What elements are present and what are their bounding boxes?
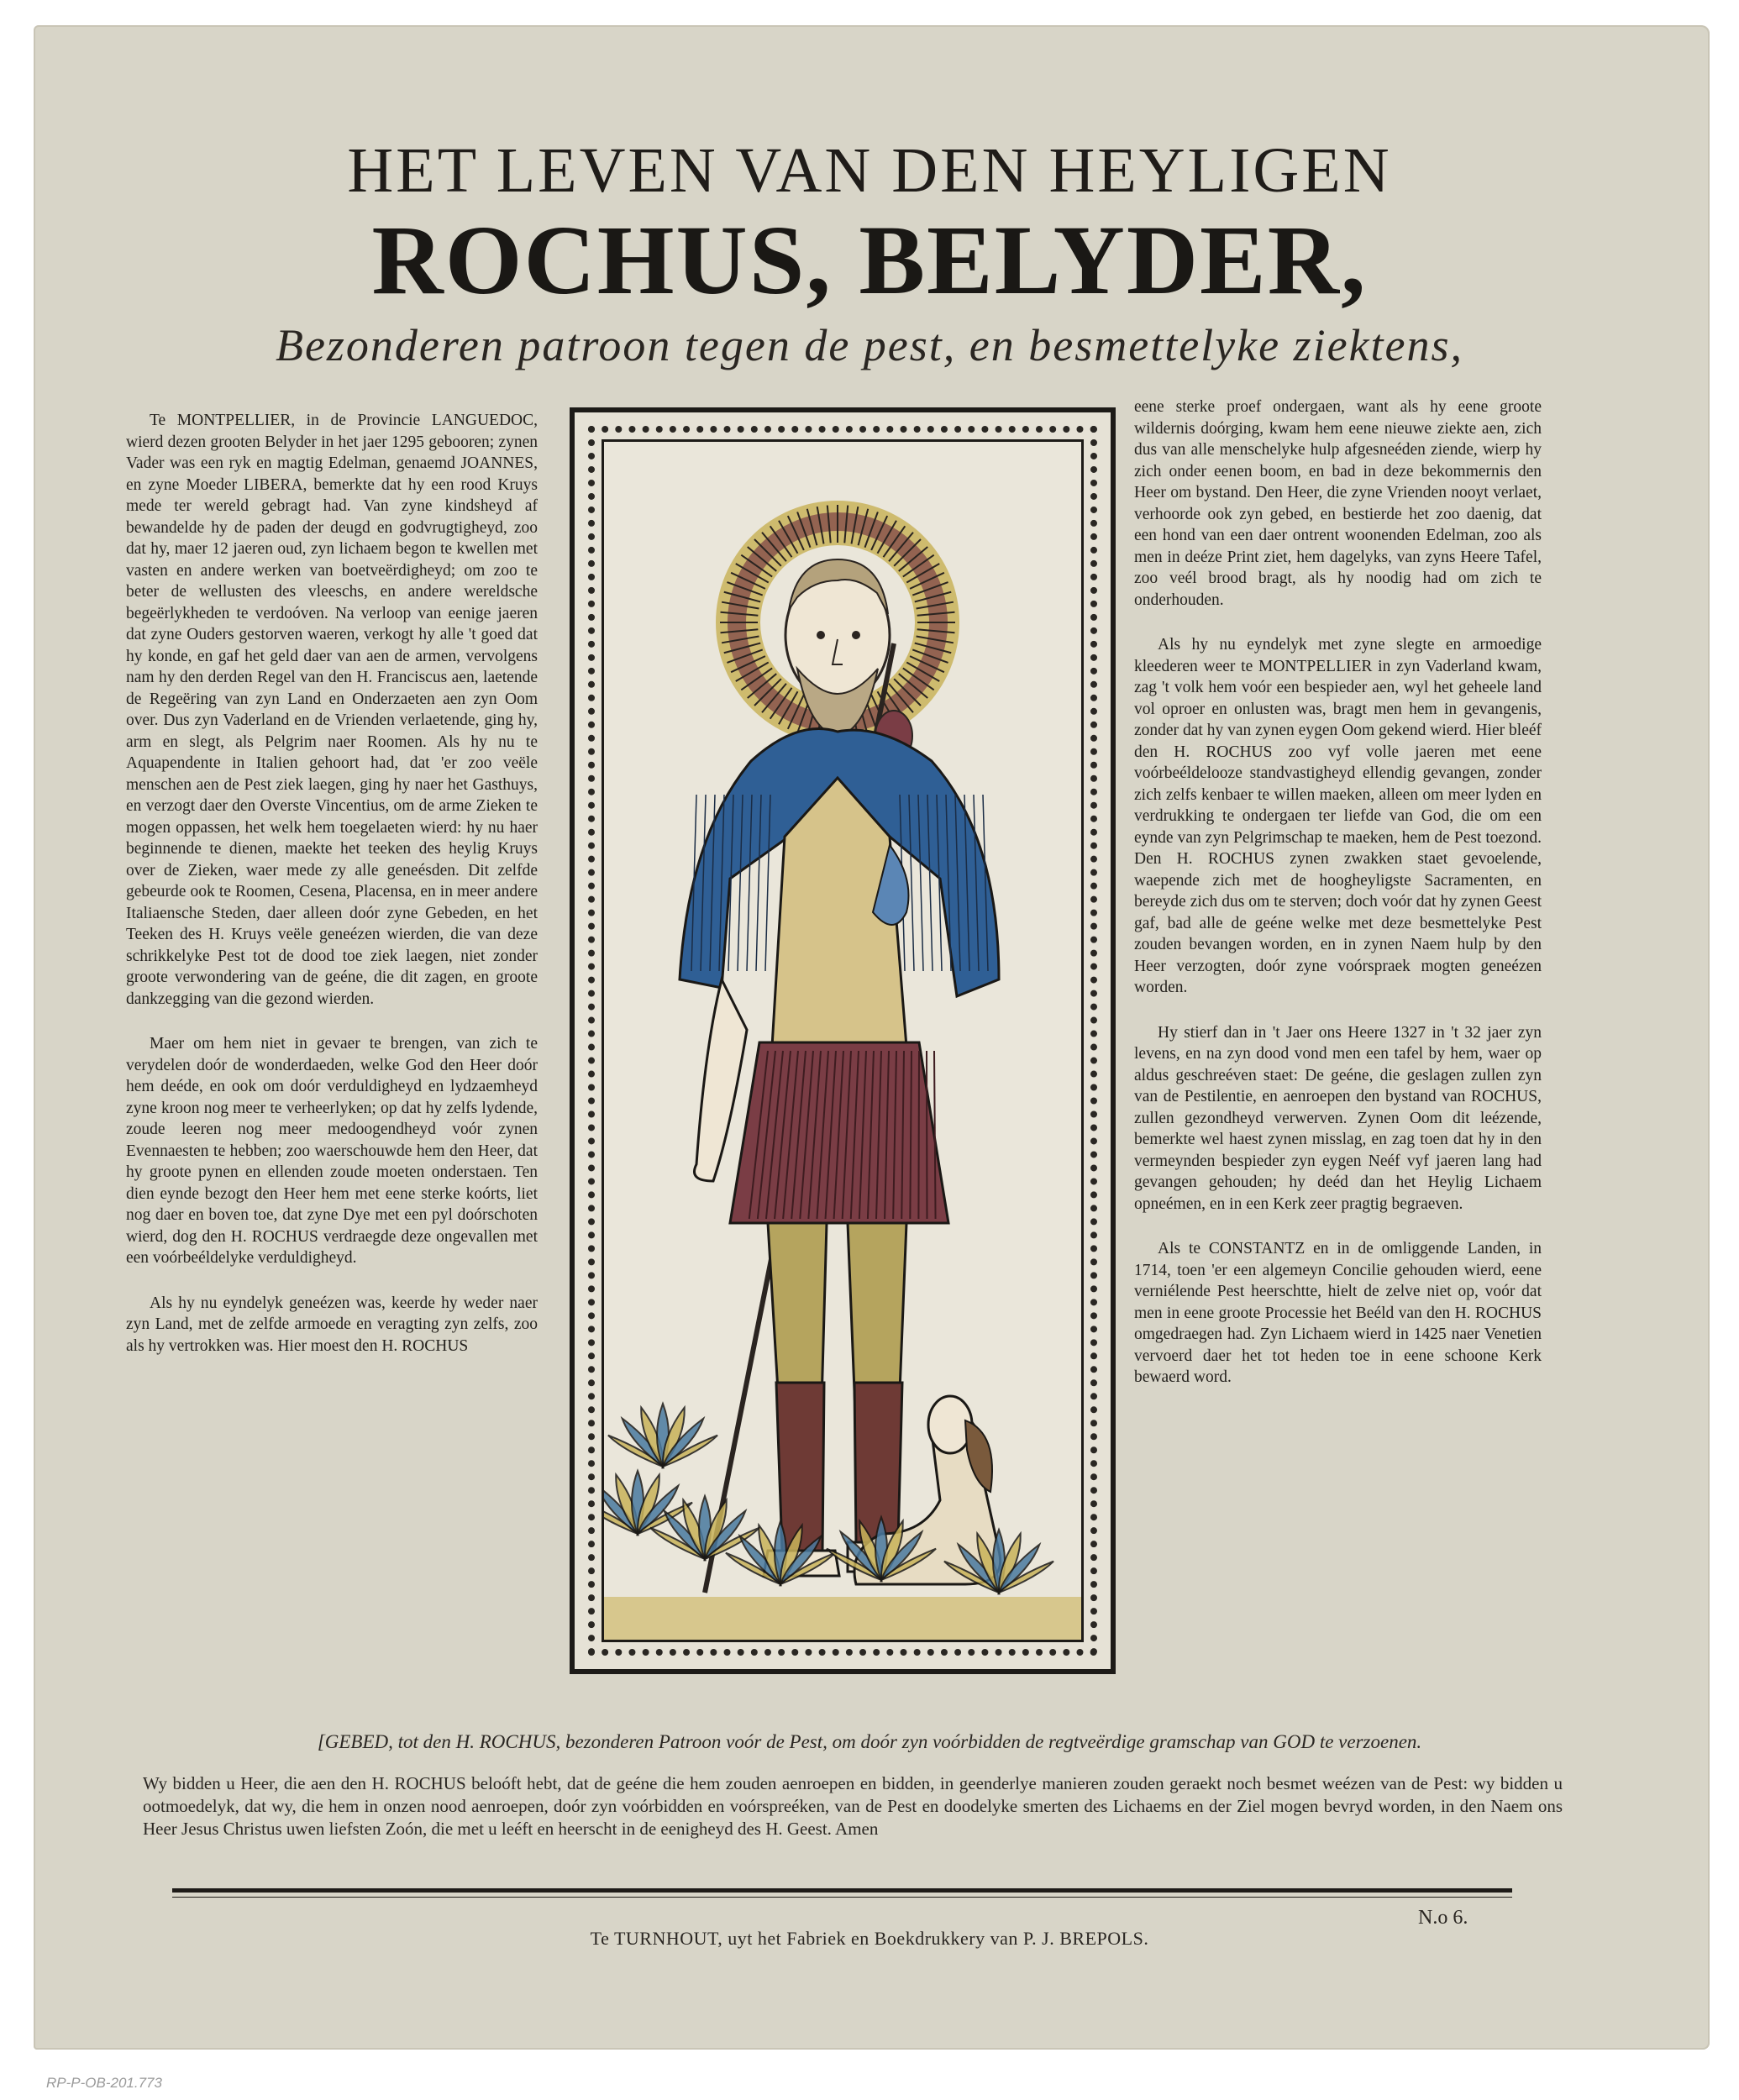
left-paragraph-2: Maer om hem niet in gevaer te brengen, van zich te verydelen doór de wonderdaeden, welke God den Heer doór hem deéde, en ook om doór verduldigheyd en lydzaemheyd zyne kroon nog meer te verheerlyken; op dat hy zelfs lydende, zoude leeren nog meer medoogendheyd voór zynen Evennaesten te hebben; zoo waerschouwde hem den Heer, dat hy groote pynen en ellenden zoude moeten onderstaen. Ten dien eynde bezogt den Heer hem met eene sterke koórts, liet nog daer en boven toe, dat zyne Dye met een pyl doórschoten wierd, dog den H. ROCHUS verdraegde deze ongevallen met een voórbeéldelyke verduldigheyd. — [126, 1035, 538, 1267]
sheet-number: N.o 6. — [1418, 1907, 1468, 1929]
accession-number: RP-P-OB-201.773 — [46, 2075, 162, 2091]
right-paragraph-2: Als hy nu eyndelyk met zyne slegte en armoedige kleederen weer te MONTPELLIER in zyn Vaderland kwam, zag 't volk hem voór een bespieder aen, wyl het geheele land vol oproer en onlusten was, bragt men hem in gevangenis, zonder dat hy van zynen eygen Oom gekend wierd. Hier bleéf den H. ROCHUS zoo vyf volle jaeren met eene voórbeéldelooze standvastigheyd ellendig gevangen, zonder zich zelfs kenbaer te willen maeken, alleen om meer lyden en verdrukking te ondergaen ter liefde van God, die om een eynde van zyn Pelgrimschap te maeken, hem de Pest toezond. Den H. ROCHUS zynen zwakken staet gevoelende, waepende zich met de hoogheyligste Sacramenten, en bereyde zich dus om te sterven; doch voór dat hy zynen Geest gaf, bad alle de geéne welke met deze besmettelyke Pest zouden bevangen worden, en in zynen Naem hulp by den Heer verzogten, doór zyne voórspraek mogten geneézen worden. — [1134, 636, 1542, 996]
prayer-title: [GEBED, tot den H. ROCHUS, bezonderen Patroon voór de Pest, om doór zyn voórbidden de regtveërdige gramschap van GOD te verzoenen. — [317, 1731, 1422, 1752]
illustration-frame — [570, 407, 1116, 1674]
printer-imprint: Te TURNHOUT, uyt het Fabriek en Boekdrukkery van P. J. BREPOLS. — [590, 1928, 1149, 1949]
title-line-2: ROCHUS, BELYDER, — [371, 205, 1368, 315]
saint-rochus-woodcut-icon — [604, 442, 1083, 1641]
left-arm-icon — [695, 979, 748, 1181]
left-text-column — [126, 410, 538, 1380]
subtitle: Bezonderen patroon tegen de pest, en besmettelyke ziektens, — [275, 320, 1464, 370]
left-paragraph-1: Te MONTPELLIER, in de Provincie LANGUEDOC, wierd dezen grooten Belyder in het jaer 1295 gebooren; zynen Vader was een ryk en magtig Edelman, genaemd JOANNES, en zyne Moeder LIBERA, bemerkte dat hy een rood Kruys mede ter wereld gebragt had. Van zyne kindsheyd af bewandelde hy de paden der deugd en godvrugtigheyd, zoo dat hy, maer 12 jaeren oud, zyn lichaem begon te kwellen met vasten en andere werken van boetveërdigheyd; om zoo te beter de wellusten des vleeschs, en andere wereldsche begeërlykheden te verdoóven. Na verloop van eenige jaeren dat zyne Ouders gestorven waeren, verkogt hy alle 't goed dat hy konde, en gaf het geld daer van aen de armen, vervolgens nam hy den derden Regel van den H. Franciscus aen, laetende de Regeëring van zyn Land en Onderzaeten aen zyn Oom over. Dus zyn Vaderland en de Vrienden verlaetende, ging hy, arm en slegt, als Pelgrim naer Roomen. Als hy nu te Aquapendente in Italien gehoort had, dat 'er zoo veële menschen aen de Pest ziek laegen, ging hy naer het Gasthuys, en verzogt daer den Overste Vincentius, om de arme Zieken te mogen oppassen, het welk hem toegelaeten wierd: hy nu haer beginnende te dienen, maekte het teeken des heylig Kruys over de Zieken, waer mede zy alle geneésden. Dit zelfde gebeurde ook te Roomen, Cesena, Placensa, en in meer andere Italiaensche Steden, daer alleen doór zyne Gebeden, en het Teeken des H. Kruys veële geneézen wierden, die van deze schrikkelyke Pest tot de dood toe ziek laegen, niet zonder groote verwondering van de geéne, die dit zagen, en groote dankzegging van die gezond wierden. — [126, 412, 538, 1008]
left-paragraph-3: Als hy nu eyndelyk geneézen was, keerde hy weder naer zyn Land, met de zelfde armoede en veragting zyn zelfs, zoo als hy vertrokken was. Hier moest den H. ROCHUS — [126, 1294, 538, 1355]
right-boot-icon — [854, 1383, 902, 1542]
illustration-panel — [602, 439, 1084, 1642]
right-text-column — [1134, 396, 1542, 1412]
prayer-body: Wy bidden u Heer, die aen den H. ROCHUS beloóft hebt, dat de geéne die hem zouden aenroepen en bidden, in geenderlye manieren zouden geraekt noch besmet weézen van de Pest: wy bidden u ootmoedelyk, dat wy, die hem in onzen nood aenroepen, doór zyn voórbidden en voórspreéken, van de Pest en doodelyke smerten des Lichaems en der Ziel mogen bevryd worden, in den Naem ons Heer Jesus Christus uwen liefsten Zoón, die met u leéft en heerscht in de eenigheyd des H. Geest. Amen — [143, 1773, 1563, 1839]
footer-rule-thick — [172, 1888, 1512, 1893]
left-boot-icon — [776, 1383, 824, 1551]
title-line-1: HET LEVEN VAN DEN HEYLIGEN — [347, 135, 1392, 206]
right-paragraph-3: Hy stierf dan in 't Jaer ons Heere 1327 in 't 32 jaer zyn levens, en na zyn dood vond men een tafel by hem, waer op aldus geschreéven staet: De geéne, die geslagen zullen zyn van de Pestilentie, en aenroepen den bystand van ROCHUS, zullen gezondheyd verwerven. Zynen Oom dit leézende, bemerkte wel haest zynen misslag, en zag toen dat hy in den vermeynden bespieder zyn eygen Neéf vyf jaeren lang had gevangen gehouden; hy deéd dan het Heylig Lichaem opneémen, en in een Kerk zeer pragtig begraeven. — [1134, 1023, 1542, 1213]
footer-rule-thin — [172, 1897, 1512, 1898]
right-paragraph-1: eene sterke proef ondergaen, want als hy eene groote wildernis doórging, kwam hem eene nieuwe ziekte aen, zich dus van alle menschelyke hulp afgesneéden ziende, wierp hy zich onder eenen boom, en bad in deze bekommernis den Heer om bystand. Den Heer, die zyne Vrienden nooyt verlaet, verhoorde ook zyn gebed, en bestierde het zoo daenig, dat een hond van een daer ontrent woonenden Edelman, zoo als men in deéze Print ziet, hem dagelyks, van zyns Heere Tafel, zoo veél brood bragt, als hy noodig had om zich te onderhouden. — [1134, 398, 1542, 609]
right-paragraph-4: Als te CONSTANTZ en in de omliggende Landen, in 1714, toen 'er een algemeyn Concilie gehouden wierd, eene verniélende Pest heerschtte, hielt de zelve niet op, voór dat men in eene groote Processie het Beéld van den H. ROCHUS omgedraegen had. Zyn Lichaem wierd in 1425 naer Venetien vervoerd daer het tot heden toe in eene schoone Kerk bewaerd word. — [1134, 1240, 1542, 1386]
